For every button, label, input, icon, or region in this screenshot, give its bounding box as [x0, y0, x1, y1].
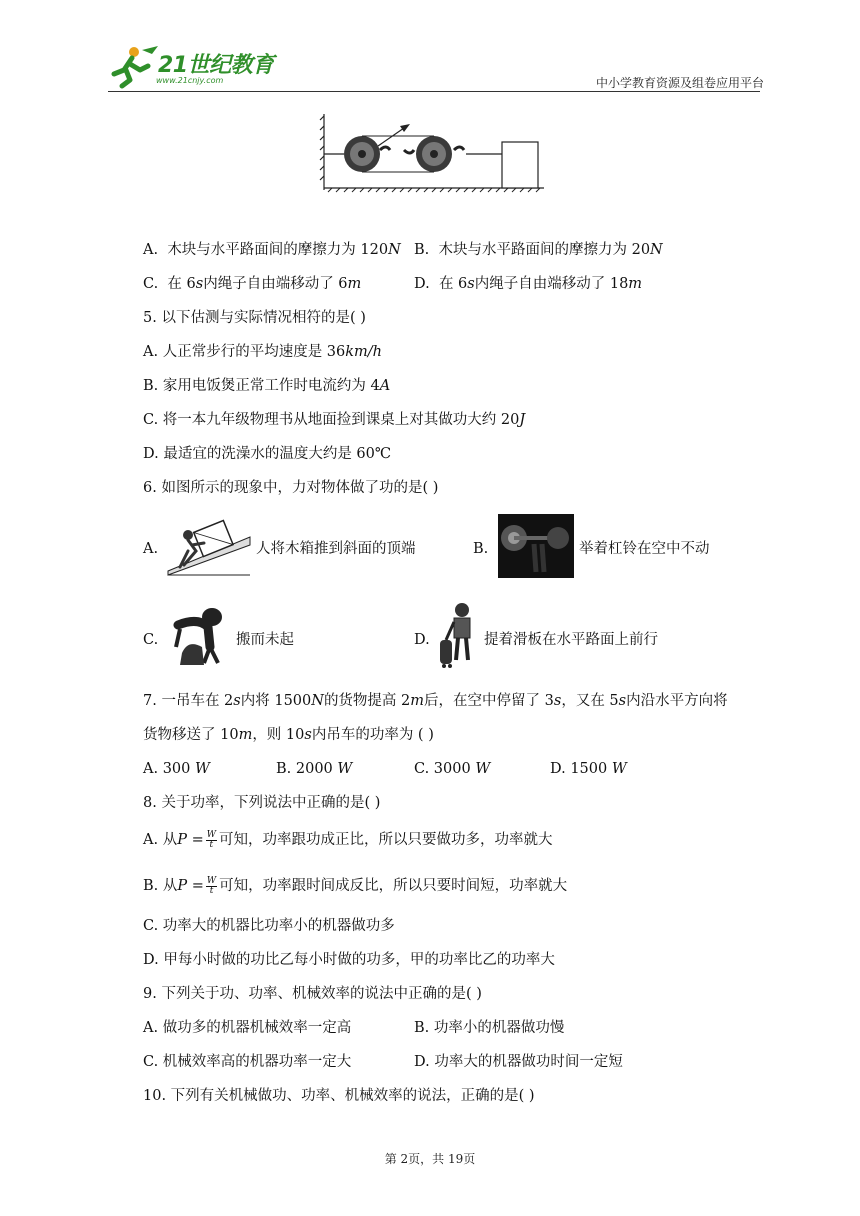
q7-option-b: B. 2000 W: [276, 761, 353, 777]
q6-option-c-text: 搬而未起: [236, 632, 294, 648]
q4-option-d: D. 在 6s内绳子自由端移动了 18m: [414, 276, 643, 292]
q6-option-a-label: A.: [143, 541, 159, 557]
power-formula-fraction: $\frac{W}{t}$: [206, 829, 216, 850]
q5-option-b: B. 家用电饭煲正常工作时电流约为 4A: [143, 378, 391, 394]
q6-option-c-label: C.: [143, 632, 159, 648]
q4-option-a: A. 木块与水平路面间的摩擦力为 120N: [143, 242, 401, 258]
q8-option-a: A. 从P = $\frac{W}{t}$ 可知，功率跟功成正比，所以只要做功多，功率就大: [143, 829, 553, 850]
q8-option-b: B. 从P = $\frac{W}{t}$ 可知，功率跟时间成反比，所以只要时间短，功率就大: [143, 875, 568, 896]
power-formula-fraction: $\frac{W}{t}$: [206, 875, 217, 896]
q7-option-c: C. 3000 W: [414, 761, 491, 777]
runner-logo-icon: [108, 44, 160, 90]
q9-stem: 9. 下列关于功、功率、机械效率的说法中正确的是( ): [143, 986, 482, 1002]
q5-stem: 5. 以下估测与实际情况相符的是( ): [143, 310, 366, 326]
header-platform-text: 中小学教育资源及组卷应用平台: [595, 76, 764, 90]
lift-fail-image: [168, 603, 234, 667]
q4-option-b: B. 木块与水平路面间的摩擦力为 20N: [414, 242, 663, 258]
logo-url: www.21cnjy.com: [156, 76, 224, 85]
q7-stem-line1: 7. 一吊车在 2s内将 1500N的货物提高 2m后，在空中停留了 3s，又在 5s内沿水平方向将: [143, 693, 728, 709]
q6-option-b-label: B.: [473, 541, 489, 557]
q5-option-a: A. 人正常步行的平均速度是 36km/h: [143, 344, 383, 360]
q8-stem: 8. 关于功率，下列说法中正确的是( ): [143, 795, 381, 811]
q4-option-c: C. 在 6s内绳子自由端移动了 6m: [143, 276, 362, 292]
q9-option-b: B. 功率小的机器做功慢: [414, 1020, 565, 1036]
q5-option-c: C. 将一本九年级物理书从地面捡到课桌上对其做功大约 20J: [143, 412, 526, 428]
q6-stem: 6. 如图所示的现象中，力对物体做了功的是( ): [143, 480, 439, 496]
page-footer: 第 2页，共 19页: [384, 1152, 476, 1166]
logo-text: 21世纪教育: [158, 53, 274, 78]
pulley-diagram: [318, 110, 548, 198]
q7-option-a: A. 300 W: [143, 761, 210, 777]
q10-stem: 10. 下列有关机械做功、功率、机械效率的说法，正确的是( ): [143, 1088, 535, 1104]
q9-option-a: A. 做功多的机器机械效率一定高: [143, 1020, 352, 1036]
q8-option-d: D. 甲每小时做的功比乙每小时做的功多，甲的功率比乙的功率大: [143, 952, 555, 968]
q7-stem-line2: 货物移送了 10m，则 10s内吊车的功率为 ( ): [143, 727, 434, 743]
push-box-slope-image: [166, 515, 252, 577]
q9-option-d: D. 功率大的机器做功时间一定短: [414, 1054, 623, 1070]
q6-option-a-text: 人将木箱推到斜面的顶端: [256, 541, 416, 557]
q7-option-d: D. 1500 W: [550, 761, 627, 777]
header-divider: [108, 91, 760, 92]
q6-option-b-text: 举着杠铃在空中不动: [579, 541, 710, 557]
q5-option-d: D. 最适宜的洗澡水的温度大约是 60℃: [143, 446, 392, 462]
barbell-lift-image: [498, 514, 574, 578]
q6-option-d-label: D.: [414, 632, 430, 648]
q6-option-d-text: 提着滑板在水平路面上前行: [484, 632, 658, 648]
site-logo: [108, 44, 278, 92]
carry-skateboard-image: [438, 600, 480, 668]
q9-option-c: C. 机械效率高的机器功率一定大: [143, 1054, 352, 1070]
q8-option-c: C. 功率大的机器比功率小的机器做功多: [143, 918, 395, 934]
